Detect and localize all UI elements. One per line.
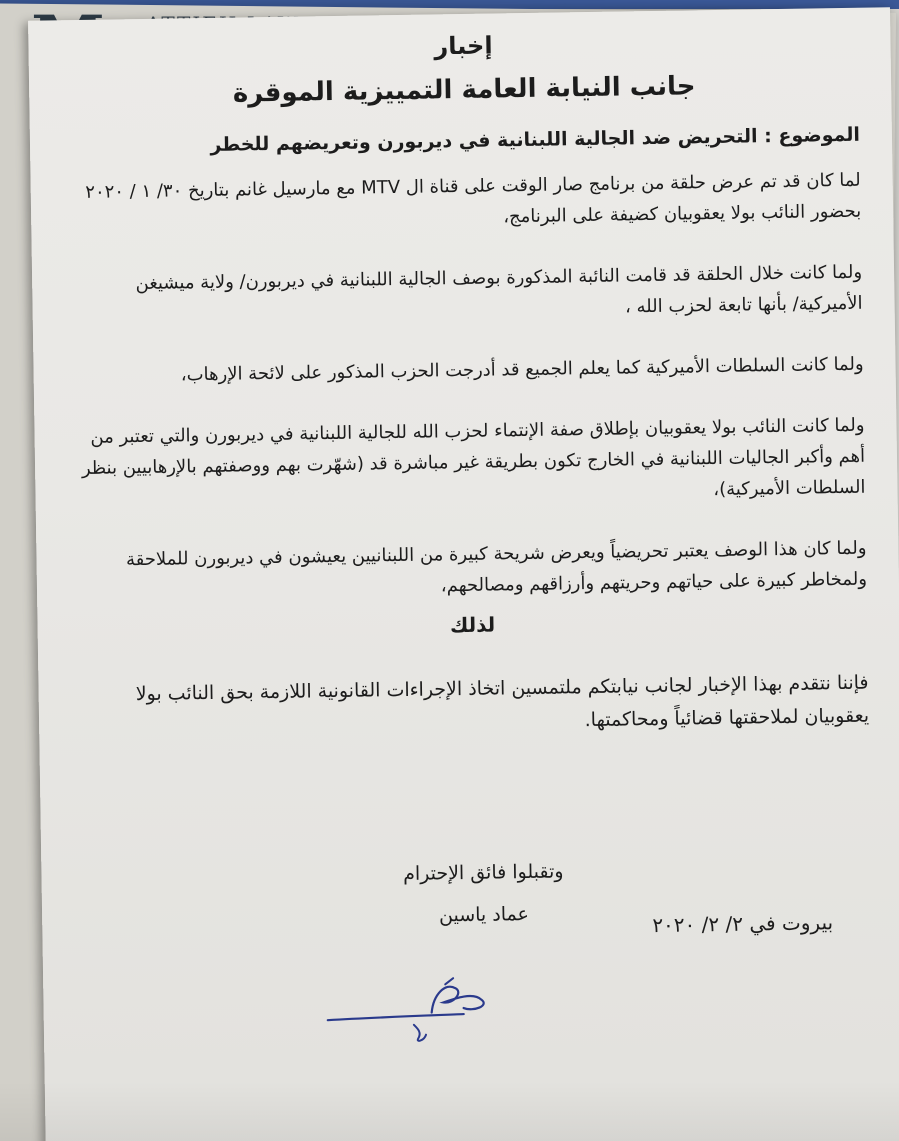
signer-name: عماد ياسين <box>438 903 530 927</box>
paragraph-3: ولما كانت السلطات الأميركية كما يعلم الجميع قد أدرجت الحزب المذكور على لائحة الإرهاب، <box>180 353 864 386</box>
therefore-heading: لذلك <box>449 612 496 638</box>
subject-line <box>70 120 860 163</box>
subject-text: التحريض ضد الجالية اللبنانية في ديربورن وتعريضهم للخطر <box>210 125 758 156</box>
paragraph-5: ولما كان هذا الوصف يعتبر تحريضياً ويعرض شريحة كبيرة من اللبنانيين يعيشون في ديربورن للملاحقة ولمخاطر كبيرة على حياتهم وحريتهم وأرزاقهم ومصالحهم، <box>125 537 868 597</box>
subject-label: الموضوع : <box>764 123 861 148</box>
paragraph-1: لما كان قد تم عرض حلقة من برنامج صار الوقت على قناة ال MTV مع مارسيل غانم بتاريخ ٣٠/ ١ / ٢٠٢٠ بحضور النائب بولا يعقوبيان كضيفة على البرنامج، <box>85 169 862 228</box>
paragraph-2: ولما كانت خلال الحلقة قد قامت النائبة المذكورة بوصف الجالية اللبنانية في ديربورن/ ولاية ميشيغن الأميركية/ بأنها تابعة لحزب الله ، <box>135 261 863 318</box>
closing-line: وتقبلوا فائق الإحترام <box>402 860 564 885</box>
document-title: إخبار <box>434 31 493 61</box>
place-date: بيروت في ٢/ ٢/ ٢٠٢٠ <box>652 910 834 938</box>
handwritten-signature <box>313 971 514 1054</box>
signoff-block <box>403 850 565 937</box>
document-body <box>68 26 870 777</box>
photo-vignette <box>0 1081 899 1141</box>
addressee: جانب النيابة العامة التمييزية الموقرة <box>232 71 696 109</box>
request-paragraph: فإننا نتقدم بهذا الإخبار لجانب نيابتكم ملتمسين اتخاذ الإجراءات القانونية اللازمة بحق النائب بولا يعقوبيان لملاحقتها قضائياً ومحاكمتها. <box>135 671 870 732</box>
document-page <box>28 7 899 1141</box>
paragraph-4: ولما كانت النائب بولا يعقوبيان بإطلاق صفة الإنتماء لحزب الله للجالية اللبنانية في ديربورن والتي تعتبر من أهم وأكبر الجاليات اللبنانية في الخارج تكون بطريقة غير مباشرة قد (شهّرت بهم ووصفتهم بالإرهابيين بنظر السلطات الأميركية)، <box>81 414 866 501</box>
